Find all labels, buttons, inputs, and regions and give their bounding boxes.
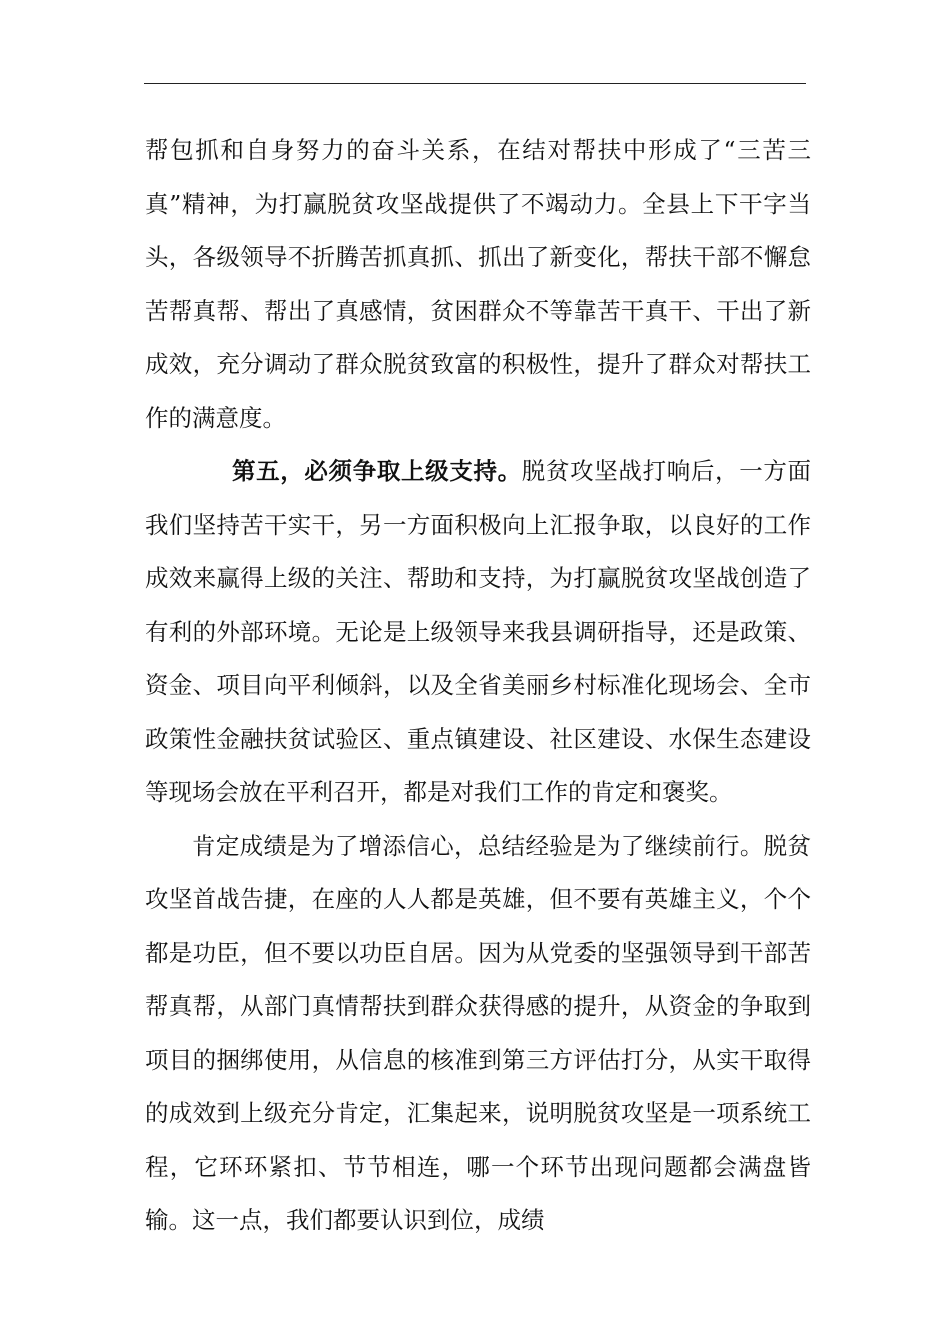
paragraph-text: 脱贫攻坚战打响后，一方面我们坚持苦干实干，另一方面积极向上汇报争取，以良好的工作成效来赢得上级的关注、帮助和支持，为打赢脱贫攻坚战创造了有利的外部环境。无论是上级领导来我县调研指导，还是政策、资金、项目向平利倾斜，以及全省美丽乡村标准化现场会、全市政策性金融扶贫试验区、重点镇建设、社区建设、水保生态建设等现场会放在平利召开，都是对我们工作的肯定和褒奖。 <box>145 457 812 806</box>
paragraph-text: 肯定成绩是为了增添信心，总结经验是为了继续前行。脱贫攻坚首战告捷，在座的人人都是英雄，但不要有英雄主义，个个都是功臣，但不要以功臣自居。因为从党委的坚强领导到干部苦帮真帮，从部门真情帮扶到群众获得感的提升，从资金的争取到项目的捆绑使用，从信息的核准到第三方评估打分，从实干取得的成效到上级充分肯定，汇集起来，说明脱贫攻坚是一项系统工程，它环环紧扣、节节相连，哪一个环节出现问题都会满盘皆输。这一点，我们都要认识到位，成绩 <box>145 831 811 1234</box>
document-body <box>145 124 811 1248</box>
header-rule <box>144 83 806 84</box>
paragraph-lead: 第五，必须争取上级支持。 <box>231 457 522 485</box>
paragraph-text: 帮包抓和自身努力的奋斗关系，在结对帮扶中形成了“三苦三真”精神，为打赢脱贫攻坚战提供了不竭动力。全县上下干字当头，各级领导不折腾苦抓真抓、抓出了新变化，帮扶干部不懈怠苦帮真帮、帮出了真感情，贫困群众不等靠苦干真干、干出了新成效，充分调动了群众脱贫致富的积极性，提升了群众对帮扶工作的满意度。 <box>145 136 811 432</box>
paragraph-continuation <box>145 124 811 445</box>
paragraph-summary <box>145 820 811 1248</box>
paragraph-fifth-point <box>145 445 811 820</box>
